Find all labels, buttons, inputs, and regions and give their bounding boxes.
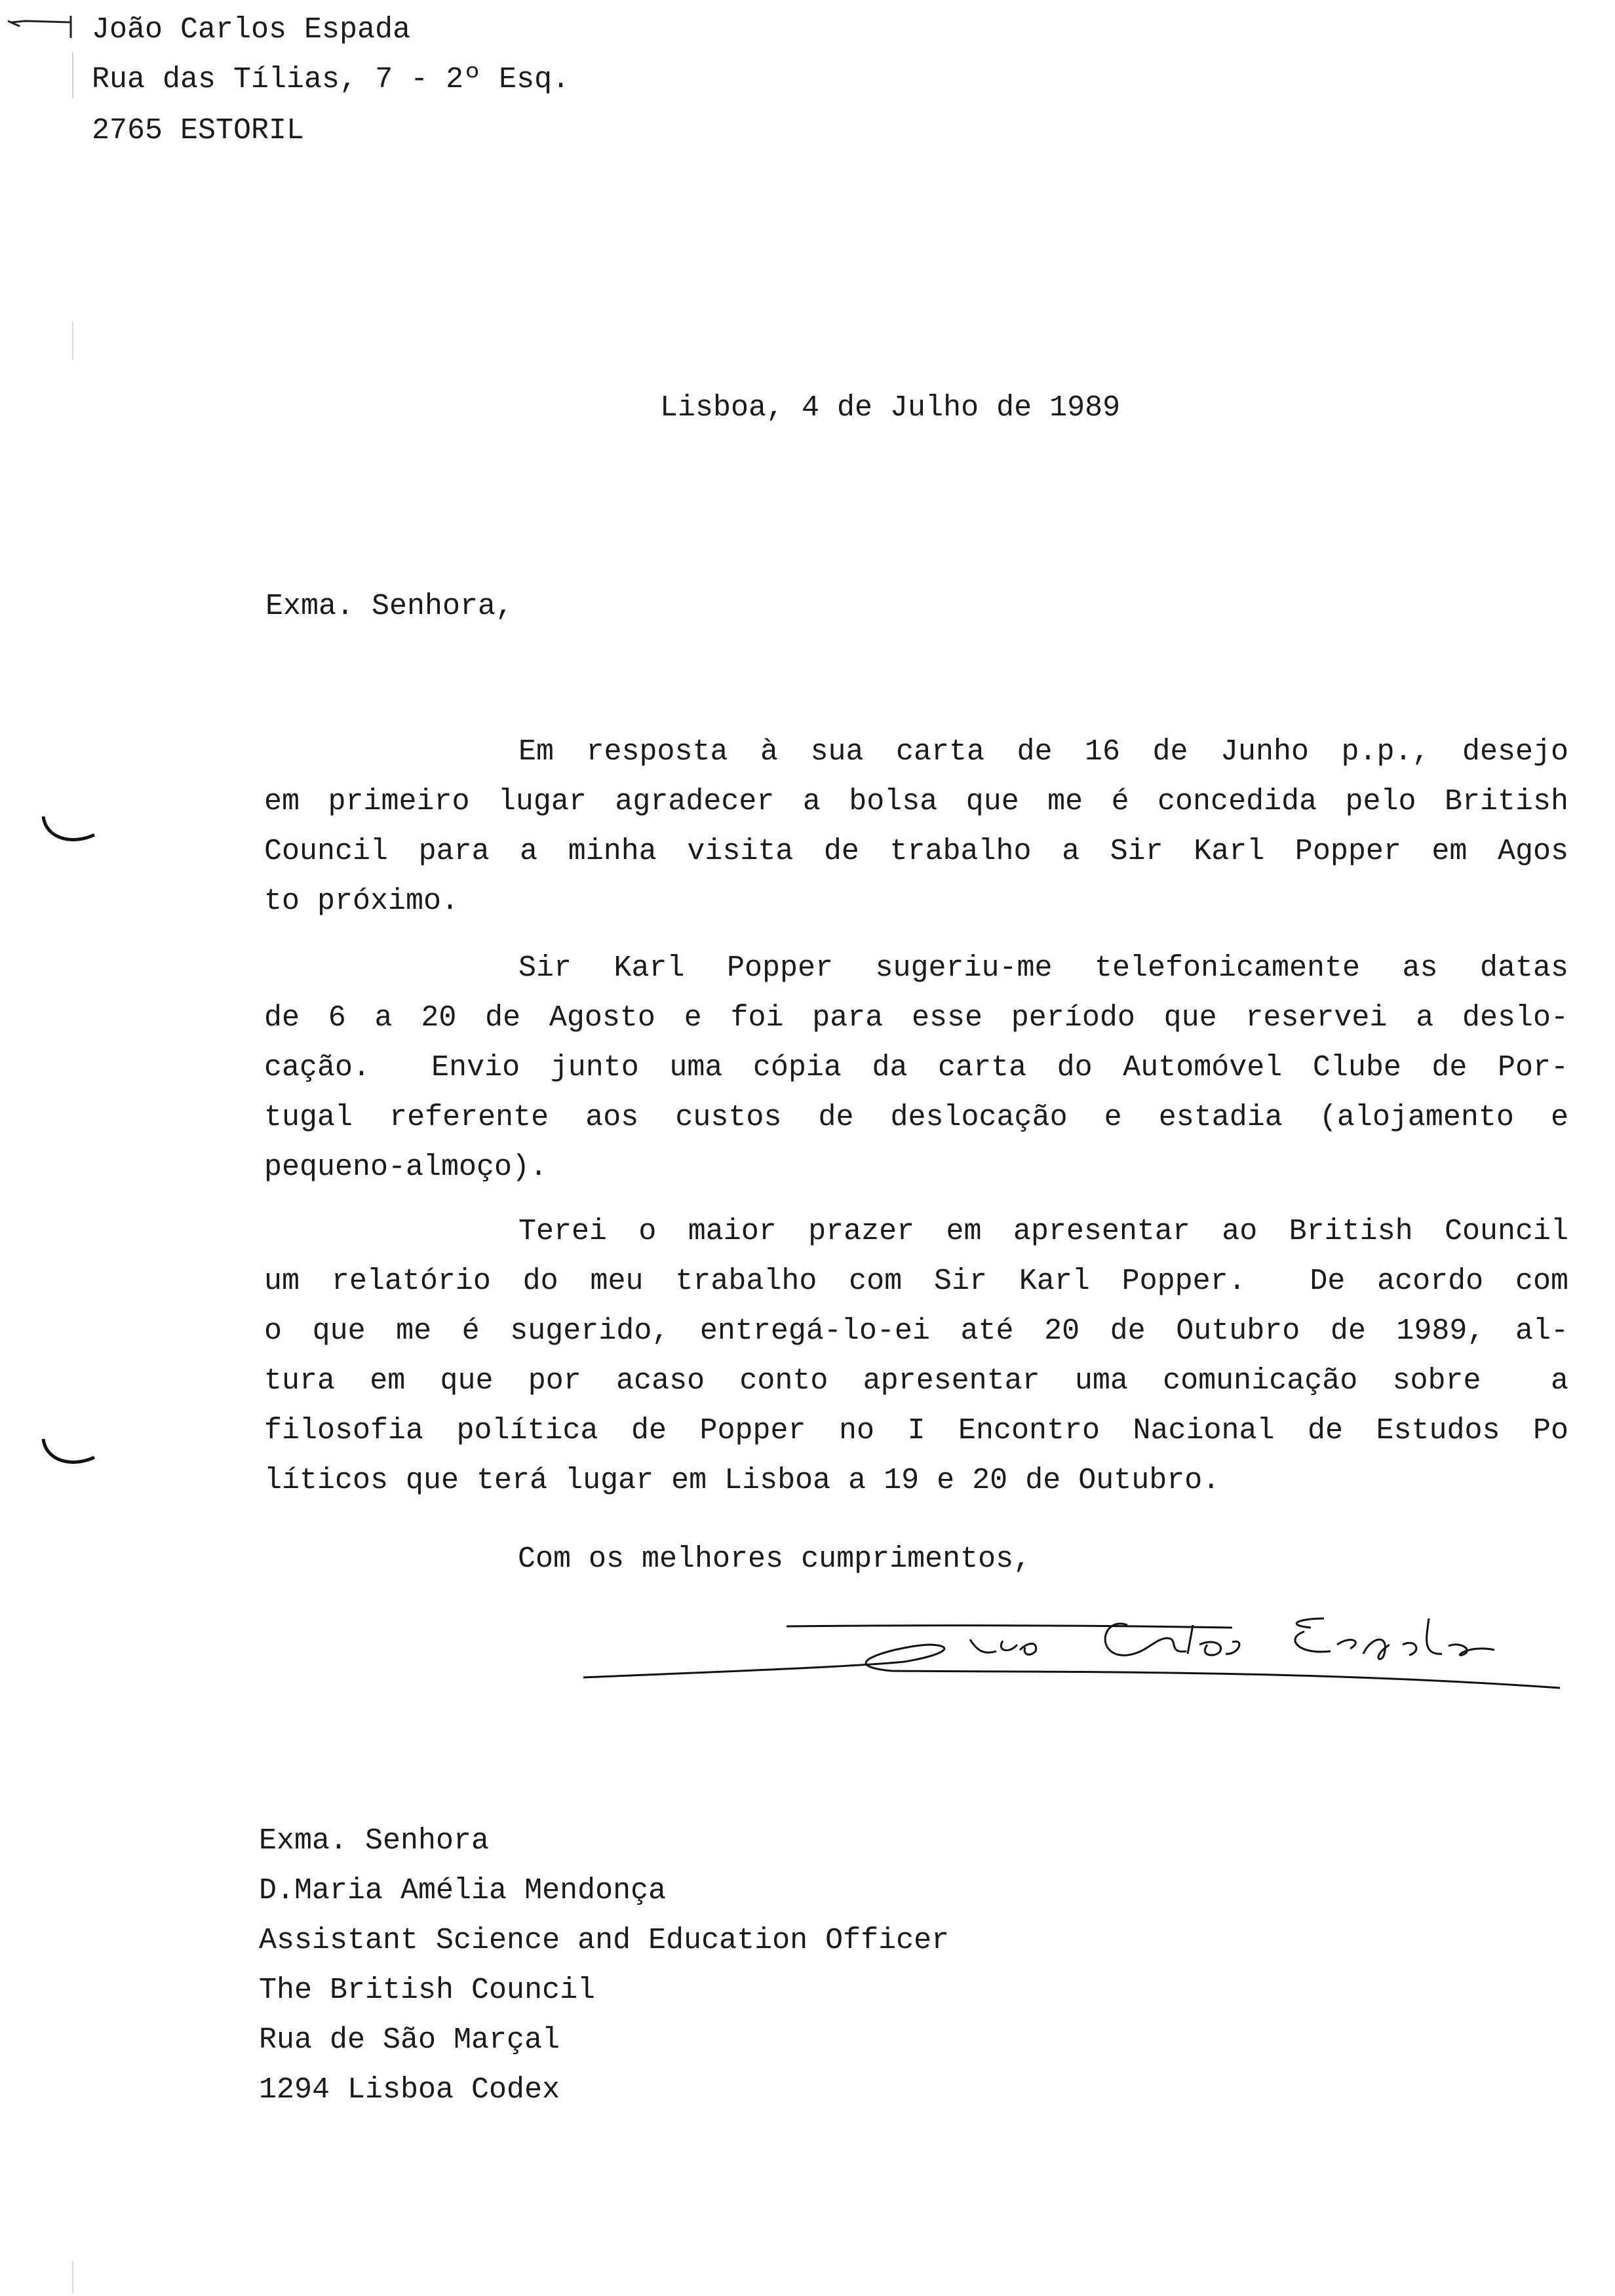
body-paragraph-2 <box>264 944 1568 1193</box>
corner-pen-mark <box>5 12 97 51</box>
body-line: filosofia política de Popper no I Encontro Nacional de Estudos Po <box>264 1414 1568 1447</box>
body-line: líticos que terá lugar em Lisboa a 19 e 20 de Outubro. <box>264 1464 1220 1497</box>
sender-name: João Carlos Espada <box>92 13 411 47</box>
sender-city: 2765 ESTORIL <box>92 114 305 147</box>
recipient-city: 1294 Lisboa Codex <box>259 2073 560 2107</box>
closing: Com os melhores cumprimentos, <box>518 1542 1032 1576</box>
punch-mark-bottom <box>39 1435 98 1474</box>
signature <box>577 1599 1573 1710</box>
recipient-street: Rua de São Marçal <box>259 2023 560 2057</box>
body-paragraph-1 <box>264 727 1568 927</box>
body-line: Terei o maior prazer em apresentar ao British Council <box>518 1215 1568 1248</box>
body-line: Council para a minha visita de trabalho a Sir Karl Popper em Agos <box>264 835 1568 868</box>
body-paragraph-3 <box>264 1207 1568 1506</box>
margin-line <box>72 321 73 360</box>
recipient-salutation: Exma. Senhora <box>259 1824 490 1858</box>
body-line: um relatório do meu trabalho com Sir Karl Popper. De acordo com <box>264 1265 1568 1298</box>
body-line: pequeno-almoço). <box>264 1151 548 1184</box>
body-line: to próximo. <box>264 885 459 918</box>
body-line: o que me é sugerido, entregá-lo-ei até 20 de Outubro de 1989, al- <box>264 1314 1568 1348</box>
place-date: Lisboa, 4 de Julho de 1989 <box>660 391 1121 425</box>
body-line: Sir Karl Popper sugeriu-me telefonicamente as datas <box>518 951 1568 985</box>
body-line: tugal referente aos custos de deslocação e estadia (alojamento e <box>264 1101 1568 1134</box>
margin-line <box>72 52 73 98</box>
body-line: de 6 a 20 de Agosto e foi para esse período que reservei a deslo- <box>264 1001 1568 1035</box>
salutation: Exma. Senhora, <box>265 590 514 623</box>
recipient-org: The British Council <box>259 1974 596 2007</box>
body-line: em primeiro lugar agradecer a bolsa que me é concedida pelo British <box>264 785 1568 818</box>
recipient-name: D.Maria Amélia Mendonça <box>259 1874 667 1907</box>
punch-mark-top <box>39 813 98 852</box>
margin-line <box>72 2261 73 2293</box>
body-line: cação. Envio junto uma cópia da carta do Automóvel Clube de Por- <box>264 1051 1568 1084</box>
sender-street: Rua das Tílias, 7 - 2º Esq. <box>92 63 570 96</box>
recipient-title: Assistant Science and Education Officer <box>259 1924 950 1957</box>
body-line: Em resposta à sua carta de 16 de Junho p.p., desejo <box>518 735 1568 769</box>
body-line: tura em que por acaso conto apresentar uma comunicação sobre a <box>264 1364 1568 1398</box>
